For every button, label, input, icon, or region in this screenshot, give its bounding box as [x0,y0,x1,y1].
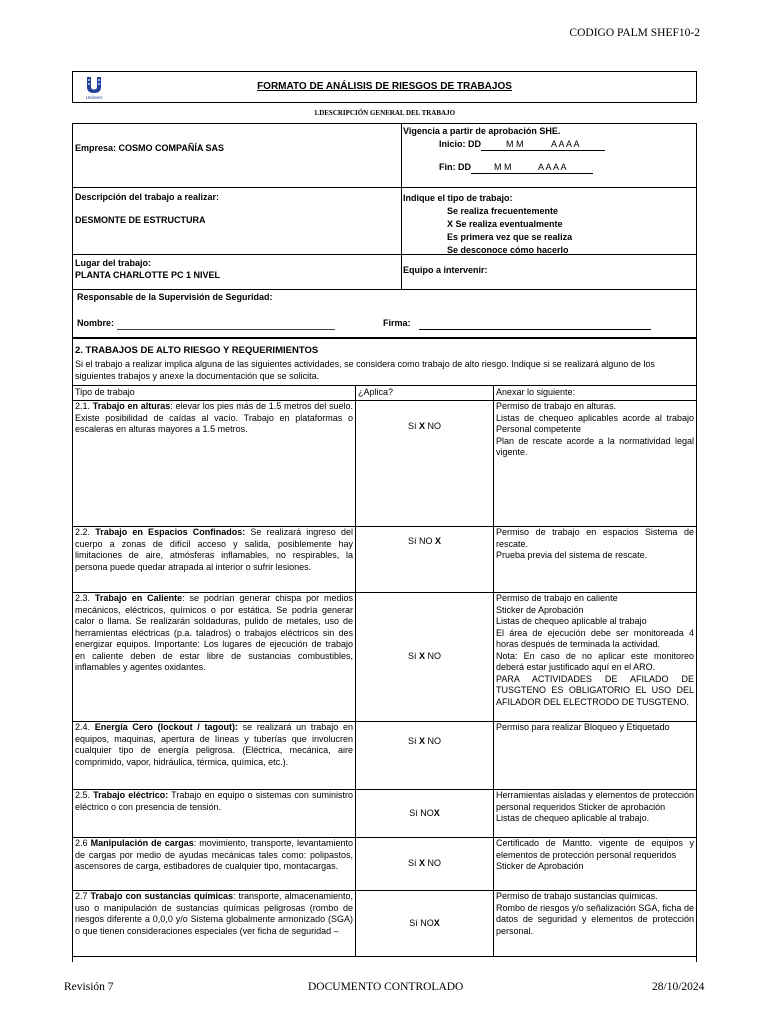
section2-title: 2. TRABAJOS DE ALTO RIESGO Y REQUERIMIENTOS [75,345,319,356]
table-row [73,593,697,722]
section1-title: 1.DESCRIPCIÓN GENERAL DEL TRABAJO [313,109,456,117]
high-risk-section [72,338,697,962]
column-header: Tipo de trabajo [73,386,356,401]
table-row [73,790,697,838]
section2-description: Si el trabajo a realizar implica alguna de las siguientes actividades, se considera como trabajo de alto riesgo. Indique si se realizará alguno de los siguientes trabajos y anexe la documentación que se solicita. [75,359,655,381]
high-risk-table [72,385,697,957]
table-row [73,401,697,527]
document-date: 28/10/2024 [652,981,705,993]
aplica-cell[interactable]: Sí X NO [356,838,494,891]
table-row [73,838,697,891]
work-type-cell: 2.3. Trabajo en Caliente: se podrían generar chispa por medios mecánicos, eléctricos, químicos o por estática. Se podría generar calor o llama. Se realizarán soldaduras, pulido de metales, uso de herramientas eléctricas (p.a. taladros) o trabajos eléctricos sin des energizar equipos. Importante: Los lugares de ejecución de trabajo en caliente deben de estar libre de sustancias combustibles, inflamables y agentes oxidantes. [73,593,356,722]
document-code: CODIGO PALM SHEF10-2 [569,27,700,39]
table-row [73,527,697,593]
revision-label: Revisión 7 [64,981,114,993]
annex-cell: Permiso para realizar Bloqueo y Etiquetado [494,722,697,790]
table-header-row [73,386,697,401]
annex-cell: Permiso de trabajo sustancias químicas. Rombo de riesgos y/o señalización SGA, ficha de datos de seguridad y elementos de protección personal. [494,891,697,957]
annex-cell: Permiso de trabajo en alturas. Listas de chequeo aplicables acorde al trabajo Personal competente Plan de rescate acorde a la normatividad legal vigente. [494,401,697,527]
work-type-cell: 2.6 Manipulación de cargas: movimiento, transporte, levantamiento de cargas por medio de ayudas mecánicas tales como: polipastos, ascensores de carga, estibadores de cualquier tipo, montacargas. [73,838,356,891]
work-type-cell: 2.5. Trabajo eléctrico: Trabajo en equipo o sistemas con suministro eléctrico o con presencia de tensión. [73,790,356,838]
aplica-cell[interactable]: Sí NOX [356,790,494,838]
controlled-document-label: DOCUMENTO CONTROLADO [308,981,464,993]
descripcion-label: Descripción del trabajo a realizar: [75,192,220,202]
general-description-section [72,123,697,338]
nombre-field: Nombre: [77,317,335,330]
aplica-cell[interactable]: Sí X NO [356,401,494,527]
aplica-cell[interactable]: Sí NOX [356,891,494,957]
lugar-value: PLANTA CHARLOTTE PC 1 NIVEL [75,270,221,280]
descripcion-value: DESMONTE DE ESTRUCTURA [75,215,206,225]
table-row [73,891,697,957]
column-header: ¿Aplica? [356,386,494,401]
work-type-cell: 2.1. Trabajo en alturas: elevar los pies más de 1.5 metros del suelo. Existe posibilidad de caídas al vacío. Trabajo en plataformas o escaleras en alturas mayores a 1.5 metros. [73,401,356,527]
lugar-label: Lugar del trabajo: [75,258,152,268]
responsable-label: Responsable de la Supervisión de Seguridad: [77,292,273,302]
annex-cell: Permiso de trabajo en caliente Sticker de Aprobación Listas de chequeo aplicable al trabajo El área de ejecución debe ser monitoreada 4 horas después de terminada la actividad. Nota: En caso de no aplicar este monitoreo deberá estar justificado aquí en el ARO. PARA ACTIVIDADES DE AFILADO DE TUSGTENO ES OBLIGATORIO EL USO DEL AFILADOR DEL ELECTRODO DE TUSGTENO. [494,593,697,722]
document-title: FORMATO DE ANÁLISIS DE RIESGOS DE TRABAJOS [257,81,512,92]
work-type-cell: 2.2. Trabajo en Espacios Confinados: Se realizará ingreso del cuerpo a zonas de difícil acceso y salida, posiblemente hay limitaciones de aire, atmósferas inflamables, no respirables, la persona puede quedar atrapada al interior o sufrir lesiones. [73,527,356,593]
annex-cell: Permiso de trabajo en espacios Sistema de rescate. Prueba previa del sistema de rescate. [494,527,697,593]
tipo-option: Se realiza frecuentemente [447,206,559,216]
aplica-cell[interactable]: Sí X NO [356,722,494,790]
tipo-option: Es primera vez que se realiza [447,232,573,242]
logo-text: Unilever [85,95,103,100]
tipo-option: Se desconoce cómo hacerlo [447,245,569,255]
equipo-label: Equipo a intervenir: [403,265,488,275]
aplica-cell[interactable]: Sí X NO [356,593,494,722]
vigencia-label: Vigencia a partir de aprobación SHE. [403,126,561,136]
column-header: Anexar lo siguiente: [494,386,697,401]
table-row [73,722,697,790]
inicio-date-field: Inicio: DD M M A A A A [439,138,605,151]
fin-date-field: Fin: DD M M A A A A [439,161,593,174]
work-type-cell: 2.7 Trabajo con sustancias químicas: transporte, almacenamiento, uso o manipulación de sustancias químicas peligrosas (rombo de riesgos diferente a 0,0,0 y/o Sistema globalmente armonizado (SGA) o que tienen consideraciones especiales (ver ficha de seguridad – [73,891,356,957]
annex-cell: Certificado de Mantto. vigente de equipos y elementos de protección personal requeridos Sticker de Aprobación [494,838,697,891]
empresa-field: Empresa: COSMO COMPAÑÍA SAS [75,143,225,153]
annex-cell: Herramientas aisladas y elementos de protección personal requeridos Sticker de aprobación Listas de chequeo aplicable al trabajo. [494,790,697,838]
work-type-cell: 2.4. Energía Cero (lockout / tagout): se realizará un trabajo en equipos, maquinas, apertura de líneas y tuberías que involucren cualquier tipo de energía peligrosa. (Eléctrica, mecánica, aire comprimido, vapor, hidráulica, térmica, química, etc.). [73,722,356,790]
tipo-option-selected: X Se realiza eventualmente [447,219,563,229]
title-box [72,71,697,103]
tipo-trabajo-label: Indique el tipo de trabajo: [403,193,513,203]
firma-field: Firma: [383,317,651,330]
aplica-cell[interactable]: Sí NO X [356,527,494,593]
